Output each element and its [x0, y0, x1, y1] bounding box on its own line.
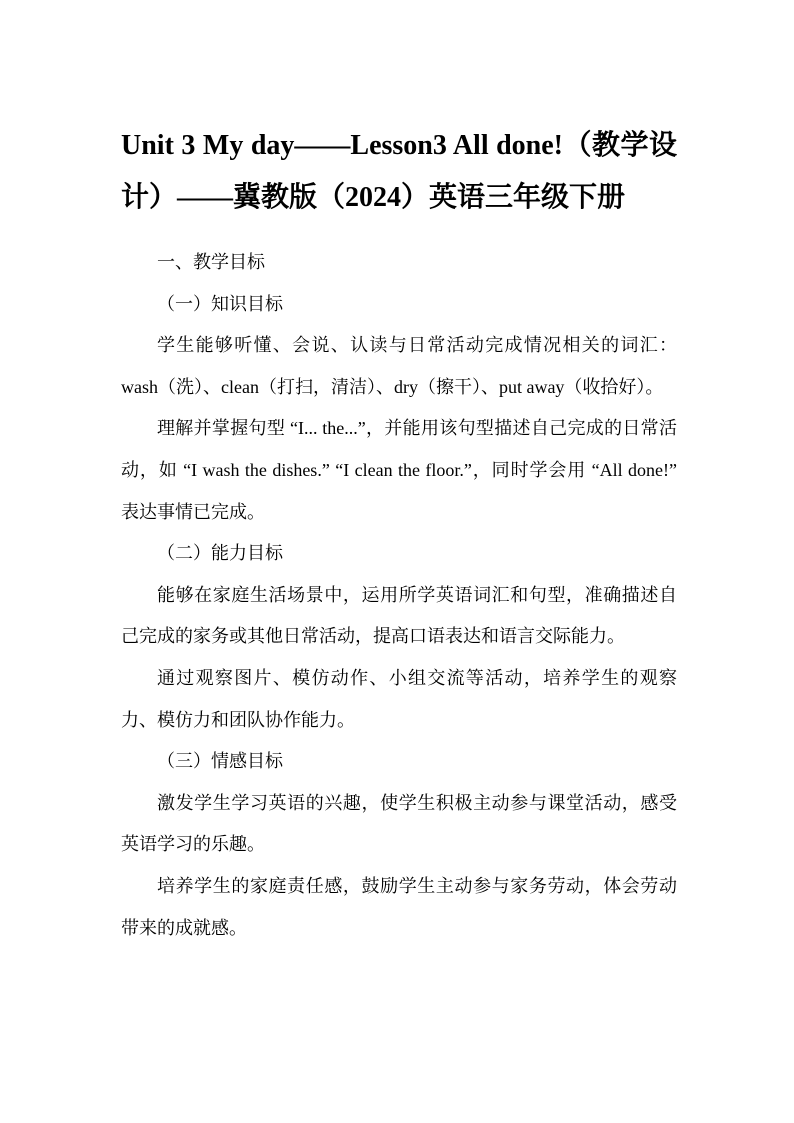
paragraph-vocabulary: 学生能够听懂、会说、认读与日常活动完成情况相关的词汇：wash（洗）、clean（打扫，清洁）、dry（擦干）、put away（收拾好）。	[121, 335, 677, 397]
document-title: Unit 3 My day——Lesson3 All done!（教学设计）——冀教版（2024）英语三年级下册	[121, 130, 677, 213]
subheading-knowledge-objectives: （一）知识目标	[157, 293, 283, 314]
paragraph-responsibility: 培养学生的家庭责任感，鼓励学生主动参与家务劳动，体会劳动带来的成就感。	[121, 875, 677, 938]
subheading-emotional-objectives: （三）情感目标	[157, 751, 283, 772]
paragraph-expression-ability: 能够在家庭生活场景中，运用所学英语词汇和句型，准确描述自己完成的家务或其他日常活动，提高口语表达和语言交际能力。	[121, 584, 677, 647]
subheading-ability-objectives: （二）能力目标	[157, 543, 283, 564]
document-body	[121, 242, 677, 949]
paragraph-interest: 激发学生学习英语的兴趣，使学生积极主动参与课堂活动，感受英语学习的乐趣。	[121, 792, 677, 855]
paragraph-sentence-pattern: 理解并掌握句型 “I... the...”，并能用该句型描述自己完成的日常活动，如 “I wash the dishes.” “I clean the floor.”，同时学会用 “All done!” 表达事情已完成。	[121, 418, 677, 522]
paragraph-observation-ability: 通过观察图片、模仿动作、小组交流等活动，培养学生的观察力、模仿力和团队协作能力。	[121, 667, 677, 730]
section-heading-teaching-objectives: 一、教学目标	[157, 252, 265, 272]
